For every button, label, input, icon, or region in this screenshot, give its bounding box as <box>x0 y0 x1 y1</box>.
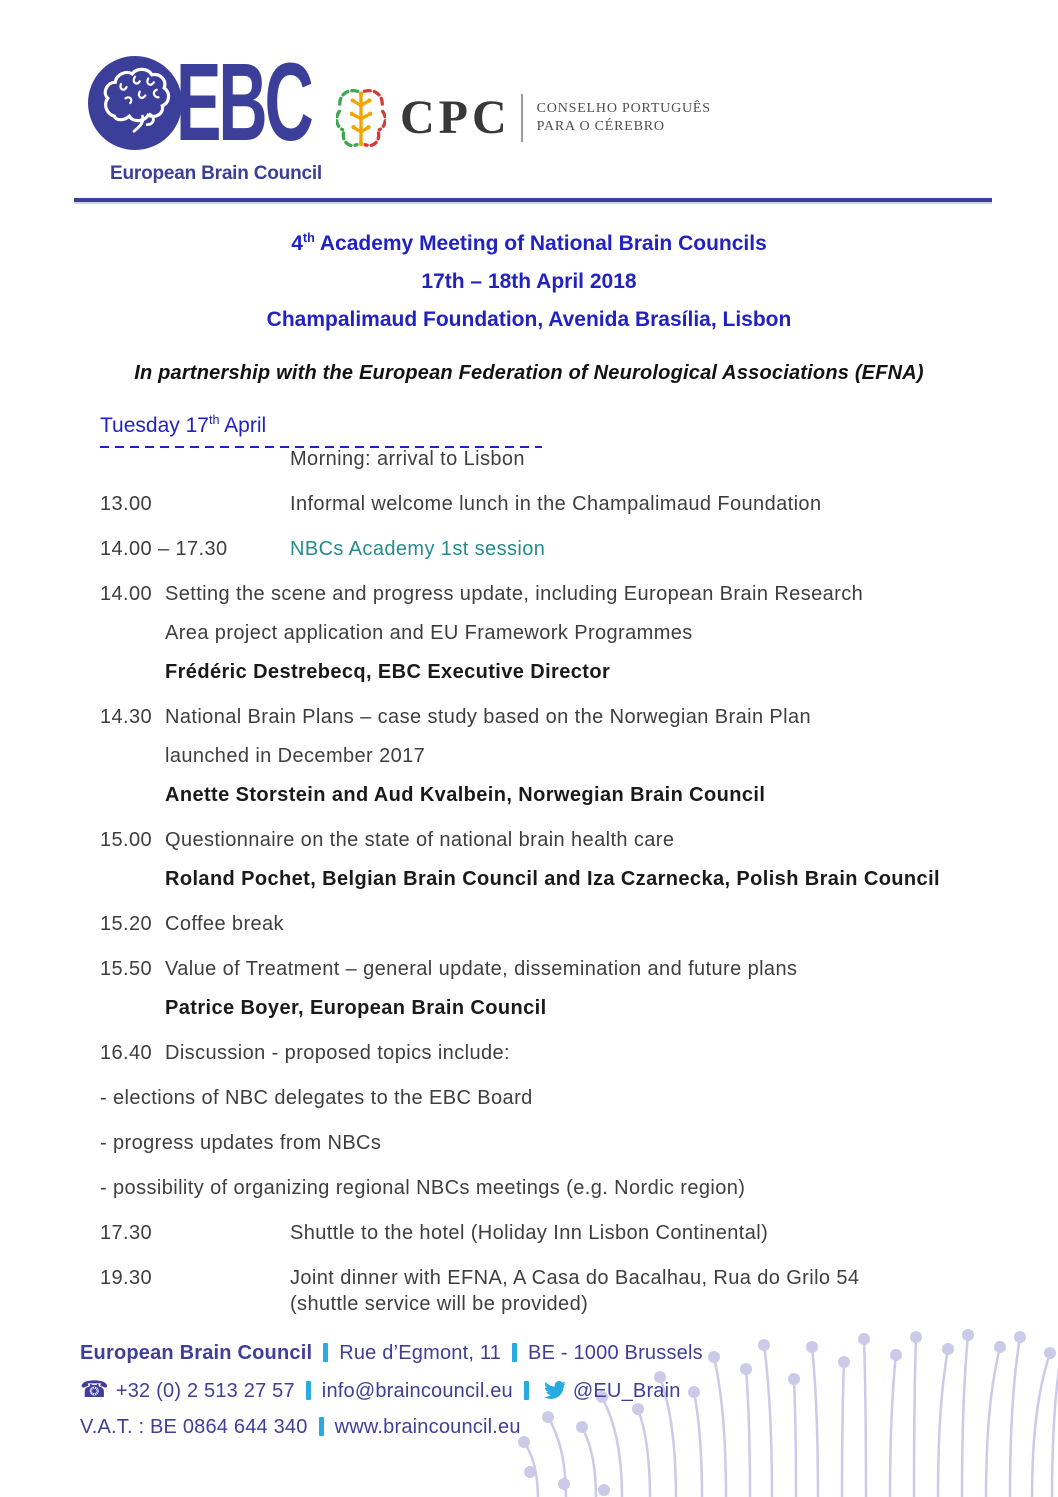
day-heading: Tuesday 17th April <box>100 406 542 448</box>
cpc-brain-icon <box>336 84 386 152</box>
schedule-content <box>165 698 1018 815</box>
title-line-2: 17th – 18th April 2018 <box>421 270 637 293</box>
schedule-time: 17.30 <box>100 1222 153 1244</box>
schedule-time: 14.30 <box>100 706 153 728</box>
schedule-content <box>100 1124 1018 1163</box>
schedule-row <box>100 440 1018 479</box>
footer-text: info@braincouncil.eu <box>321 1380 513 1402</box>
schedule-content <box>165 950 1018 1028</box>
footer-line <box>80 1409 703 1445</box>
schedule-text: (shuttle service will be provided) <box>290 1293 589 1315</box>
twitter-icon <box>542 1379 568 1401</box>
schedule-speaker: Frédéric Destrebecq, EBC Executive Director <box>165 661 611 683</box>
schedule-time: 15.20 <box>100 913 153 935</box>
schedule-row <box>100 1259 1018 1318</box>
cpc-subtitle-line2: PARA O CÉREBRO <box>536 119 665 134</box>
schedule-content <box>165 575 1018 692</box>
schedule-row <box>100 950 1018 1028</box>
schedule-text: NBCs Academy 1st session <box>290 538 546 560</box>
schedule-content <box>100 1079 1018 1118</box>
separator-bar <box>512 1343 517 1362</box>
schedule-content <box>165 905 1018 944</box>
ebc-brain-icon <box>88 56 182 150</box>
schedule-speaker: Anette Storstein and Aud Kvalbein, Norwegian Brain Council <box>165 784 766 806</box>
footer-line <box>80 1371 703 1409</box>
schedule-text: - progress updates from NBCs <box>100 1132 382 1154</box>
schedule-time: 14.00 <box>100 583 153 605</box>
schedule-content <box>165 821 1018 899</box>
footer <box>80 1335 703 1445</box>
schedule-time: 19.30 <box>100 1267 153 1289</box>
separator-bar <box>524 1381 529 1400</box>
schedule-row <box>100 1214 1018 1253</box>
phone-icon: ☎ <box>80 1376 109 1402</box>
schedule-text: Area project application and EU Framework Programmes <box>165 622 693 644</box>
schedule-text: Setting the scene and progress update, including European Brain Research <box>165 583 864 605</box>
ebc-caption: European Brain Council <box>110 163 323 184</box>
schedule-time <box>100 440 290 479</box>
schedule-row <box>100 1124 1018 1163</box>
schedule-text: Morning: arrival to Lisbon <box>290 448 525 470</box>
schedule-text: Questionnaire on the state of national brain health care <box>165 829 675 851</box>
footer-text: www.braincouncil.eu <box>334 1416 521 1438</box>
ebc-acronym: EBC <box>176 41 311 164</box>
footer-text: Rue d’Egmont, 11 <box>339 1342 502 1364</box>
schedule-time: 15.50 <box>100 958 153 980</box>
footer-text: +32 (0) 2 513 27 57 <box>115 1380 295 1402</box>
schedule-speaker: Patrice Boyer, European Brain Council <box>165 997 547 1019</box>
schedule-row <box>100 575 1018 692</box>
cpc-subtitle-line1: CONSELHO PORTUGUÊS <box>536 101 711 116</box>
schedule-content <box>290 530 1018 569</box>
cpc-acronym: CPC <box>400 91 511 144</box>
schedule-text: Discussion - proposed topics include: <box>165 1042 510 1064</box>
schedule-row <box>100 1034 1018 1073</box>
cpc-divider <box>521 94 523 142</box>
schedule-content <box>290 485 1018 524</box>
schedule-text: Coffee break <box>165 913 284 935</box>
schedule-row <box>100 485 1018 524</box>
schedule-row <box>100 530 1018 569</box>
title-line-1: 4th Academy Meeting of National Brain Councils <box>291 231 767 255</box>
schedule-text: Joint dinner with EFNA, A Casa do Bacalhau, Rua do Grilo 54 <box>290 1267 860 1289</box>
cpc-logo <box>336 84 711 152</box>
cpc-subtitle <box>537 100 711 136</box>
schedule-content <box>290 1259 1018 1318</box>
schedule-text: launched in December 2017 <box>165 745 426 767</box>
separator-bar <box>306 1381 311 1400</box>
footer-text: V.A.T. : BE 0864 644 340 <box>80 1416 308 1438</box>
schedule-text: Informal welcome lunch in the Champalimaud Foundation <box>290 493 822 515</box>
schedule-content <box>165 1034 1018 1073</box>
partnership-note: In partnership with the European Federation of Neurological Associations (EFNA) <box>134 362 924 384</box>
footer-text: European Brain Council <box>80 1342 313 1364</box>
schedule-text: - possibility of organizing regional NBCs meetings (e.g. Nordic region) <box>100 1177 746 1199</box>
document-title <box>0 219 1058 339</box>
schedule-text: Value of Treatment – general update, dissemination and future plans <box>165 958 798 980</box>
separator-bar <box>323 1343 328 1362</box>
footer-text: @EU_Brain <box>572 1380 681 1402</box>
footer-line <box>80 1335 703 1371</box>
schedule <box>100 440 1018 1324</box>
schedule-text: - elections of NBC delegates to the EBC Board <box>100 1087 533 1109</box>
schedule-row <box>100 1079 1018 1118</box>
schedule-content <box>100 1169 1018 1208</box>
footer-text: BE - 1000 Brussels <box>528 1342 703 1364</box>
schedule-time: 14.00 – 17.30 <box>100 538 228 560</box>
schedule-row <box>100 905 1018 944</box>
schedule-time: 16.40 <box>100 1042 153 1064</box>
schedule-row <box>100 698 1018 815</box>
schedule-time: 15.00 <box>100 829 153 851</box>
schedule-row <box>100 821 1018 899</box>
schedule-time: 13.00 <box>100 493 153 515</box>
separator-bar <box>319 1417 324 1436</box>
title-line-3: Champalimaud Foundation, Avenida Brasília, Lisbon <box>266 308 792 331</box>
header-divider <box>74 198 992 204</box>
schedule-text: Shuttle to the hotel (Holiday Inn Lisbon Continental) <box>290 1222 769 1244</box>
schedule-content <box>290 1214 1018 1253</box>
schedule-content <box>290 440 1018 479</box>
schedule-row <box>100 1169 1018 1208</box>
schedule-text: National Brain Plans – case study based on the Norwegian Brain Plan <box>165 706 812 728</box>
schedule-speaker: Roland Pochet, Belgian Brain Council and Iza Czarnecka, Polish Brain Council <box>165 868 940 890</box>
